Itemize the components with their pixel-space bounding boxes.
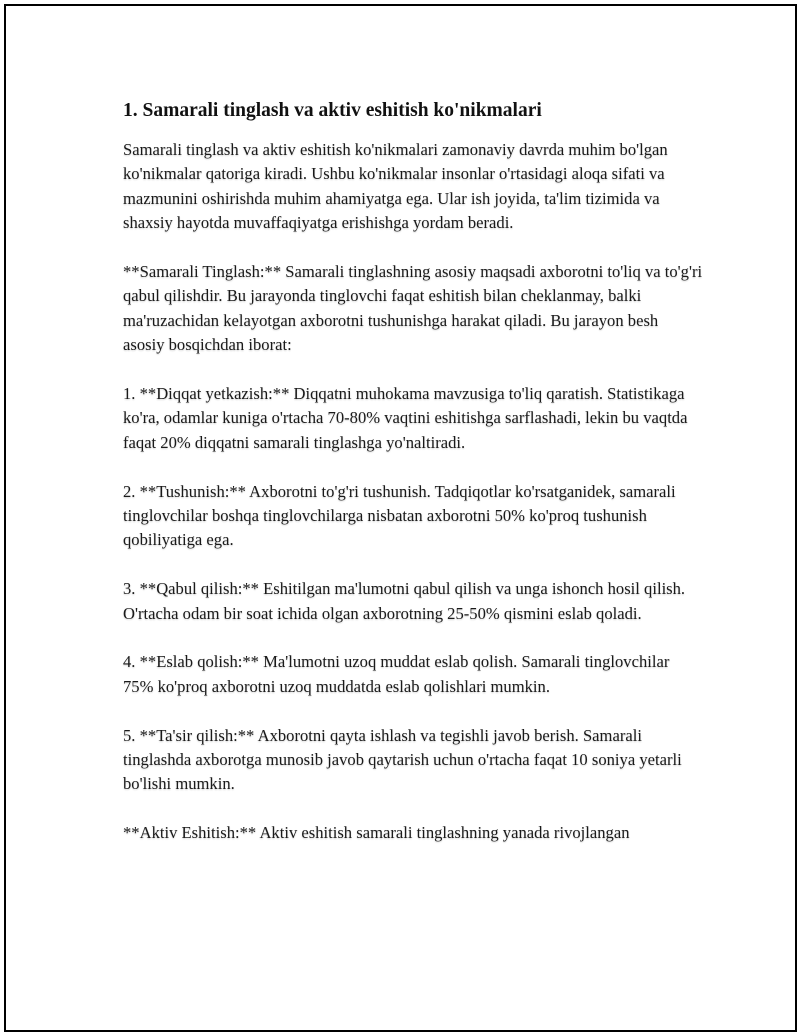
intro-paragraph: Samarali tinglash va aktiv eshitish ko'nikmalari zamonaviy davrda muhim bo'lgan ko'nikmalar qatoriga kiradi. Ushbu ko'nikmalar insonlar o'rtasidagi aloqa sifati va mazmunini oshirishda muhim ahamiyatga ega. Ular ish joyida, ta'lim tizimida va shaxsiy hayotda muvaffaqiyatga erishishga yordam beradi. [123, 140, 668, 233]
stage-4-paragraph: 4. **Eslab qolish:** Ma'lumotni uzoq muddat eslab qolish. Samarali tinglovchilar 75% ko'proq axborotni uzoq muddatda eslab qolishlari mumkin. [123, 652, 670, 696]
document-body [123, 98, 703, 870]
stage-3-paragraph: 3. **Qabul qilish:** Eshitilgan ma'lumotni qabul qilish va unga ishonch hosil qilish. O'rtacha odam bir soat ichida olgan axborotning 25-50% qismini eslab qoladi. [123, 579, 686, 623]
stage-5-paragraph: 5. **Ta'sir qilish:** Axborotni qayta ishlash va tegishli javob berish. Samarali tinglashda axborotga munosib javob qaytarish uchun o'rtacha faqat 10 soniya yetarli bo'lishi mumkin. [123, 725, 682, 794]
effective-listening-paragraph: **Samarali Tinglash:** Samarali tinglashning asosiy maqsadi axborotni to'liq va to'g'ri qabul qilishdir. Bu jarayonda tinglovchi faqat eshitish bilan cheklanmay, balki ma'ruzachidan kelayotgan axborotni tushunishga harakat qiladi. Bu jarayon besh asosiy bosqichdan iborat: [123, 262, 703, 355]
stage-2-paragraph: 2. **Tushunish:** Axborotni to'g'ri tushunish. Tadqiqotlar ko'rsatganidek, samarali tinglovchilar boshqa tinglovchilarga nisbatan axborotni 50% ko'proq tushunish qobiliyatiga ega. [123, 481, 676, 550]
section-heading: 1. Samarali tinglash va aktiv eshitish ko'nikmalari [123, 100, 542, 121]
stage-1-paragraph: 1. **Diqqat yetkazish:** Diqqatni muhokama mavzusiga to'liq qaratish. Statistikaga ko'ra, odamlar kuniga o'rtacha 70-80% vaqtini eshitishga sarflashadi, lekin bu vaqtda faqat 20% diqqatni samarali tinglashga yo'naltiradi. [123, 384, 688, 452]
active-listening-paragraph: **Aktiv Eshitish:** Aktiv eshitish samarali tinglashning yanada rivojlangan [123, 823, 630, 843]
page-frame [4, 4, 797, 1032]
